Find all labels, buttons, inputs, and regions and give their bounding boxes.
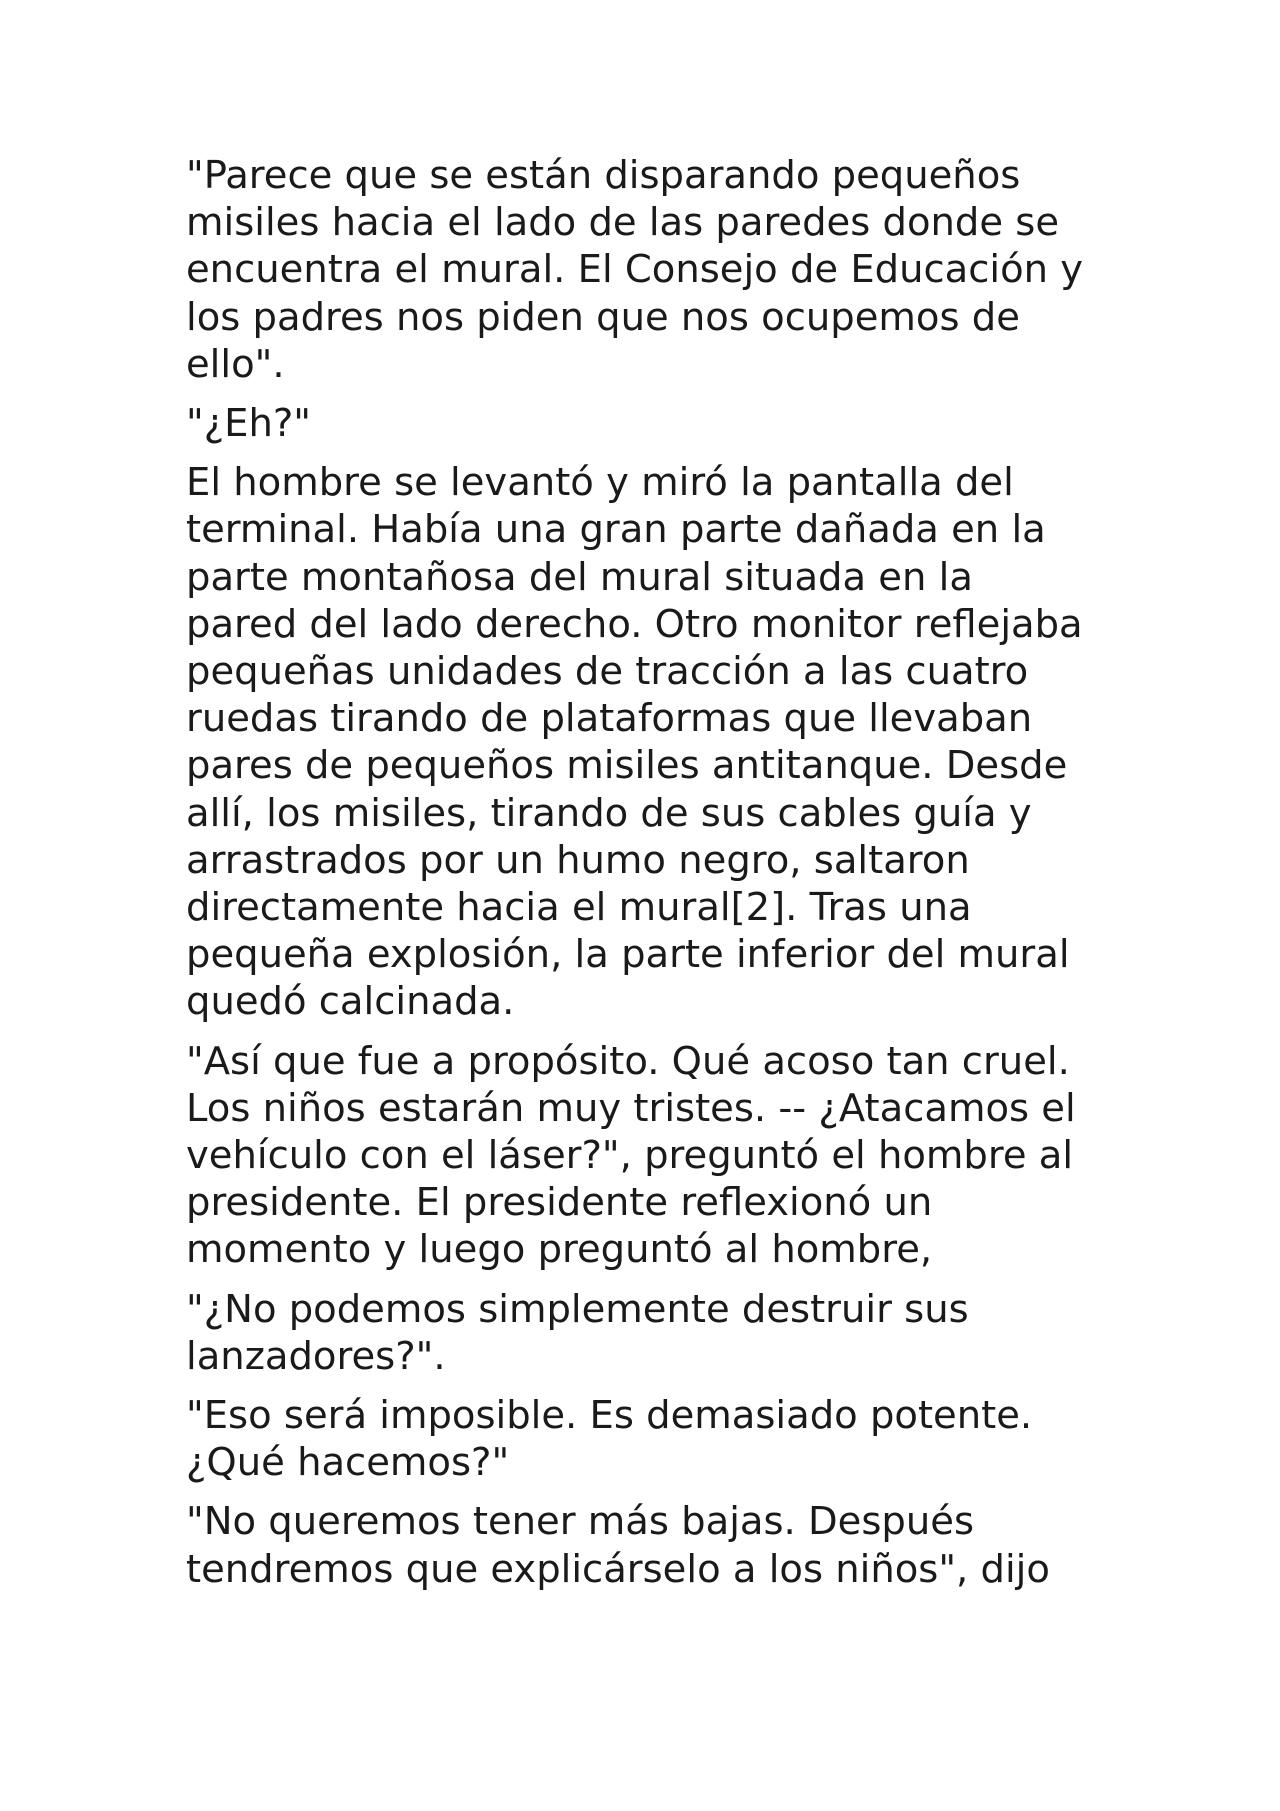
text-line: ¿Qué hacemos?" — [186, 1440, 510, 1486]
text-line: pared del lado derecho. Otro monitor reflejaba — [186, 601, 1083, 647]
paragraph — [186, 459, 1126, 1025]
text-line: "No queremos tener más bajas. Después — [186, 1499, 975, 1545]
text-line: El hombre se levantó y miró la pantalla del — [186, 460, 1014, 506]
text-line: encuentra el mural. El Consejo de Educación y — [186, 247, 1084, 293]
text-line: "¿Eh?" — [186, 401, 312, 447]
text-line: ello". — [186, 341, 285, 387]
text-line: pares de pequeños misiles antitanque. Desde — [186, 743, 1068, 789]
paragraph — [186, 1498, 1126, 1592]
paragraph — [186, 400, 1126, 447]
body-text — [186, 152, 1126, 1605]
text-line: momento y luego preguntó al hombre, — [186, 1227, 933, 1273]
text-line: parte montañosa del mural situada en la — [186, 554, 973, 600]
paragraph — [186, 1038, 1126, 1274]
text-line: pequeña explosión, la parte inferior del mural — [186, 932, 1070, 978]
text-line: vehículo con el láser?", preguntó el hombre al — [186, 1133, 1074, 1179]
text-line: arrastrados por un humo negro, saltaron — [186, 837, 970, 883]
text-line: tendremos que explicárselo a los niños", dijo — [186, 1546, 1050, 1592]
text-line: terminal. Había una gran parte dañada en la — [186, 507, 1046, 553]
paragraph — [186, 152, 1126, 388]
text-line: directamente hacia el mural[2]. Tras una — [186, 885, 972, 931]
text-line: pequeñas unidades de tracción a las cuatro — [186, 649, 1029, 695]
text-line: "Así que fue a propósito. Qué acoso tan cruel. — [186, 1038, 1070, 1084]
text-line: misiles hacia el lado de las paredes donde se — [186, 200, 1060, 246]
text-line: "Parece que se están disparando pequeños — [186, 153, 1021, 198]
text-line: lanzadores?". — [186, 1333, 446, 1379]
text-line: quedó calcinada. — [186, 979, 515, 1025]
paragraph — [186, 1286, 1126, 1380]
text-line: ruedas tirando de plataformas que llevaban — [186, 696, 1033, 742]
text-line: Los niños estarán muy tristes. -- ¿Atacamos el — [186, 1085, 1076, 1131]
text-line: "¿No podemos simplemente destruir sus — [186, 1286, 969, 1332]
text-line: allí, los misiles, tirando de sus cables guía y — [186, 790, 1032, 836]
paragraph — [186, 1392, 1126, 1486]
text-line: presidente. El presidente reflexionó un — [186, 1180, 933, 1226]
text-line: los padres nos piden que nos ocupemos de — [186, 294, 1020, 340]
text-line: "Eso será imposible. Es demasiado potente. — [186, 1393, 1033, 1439]
